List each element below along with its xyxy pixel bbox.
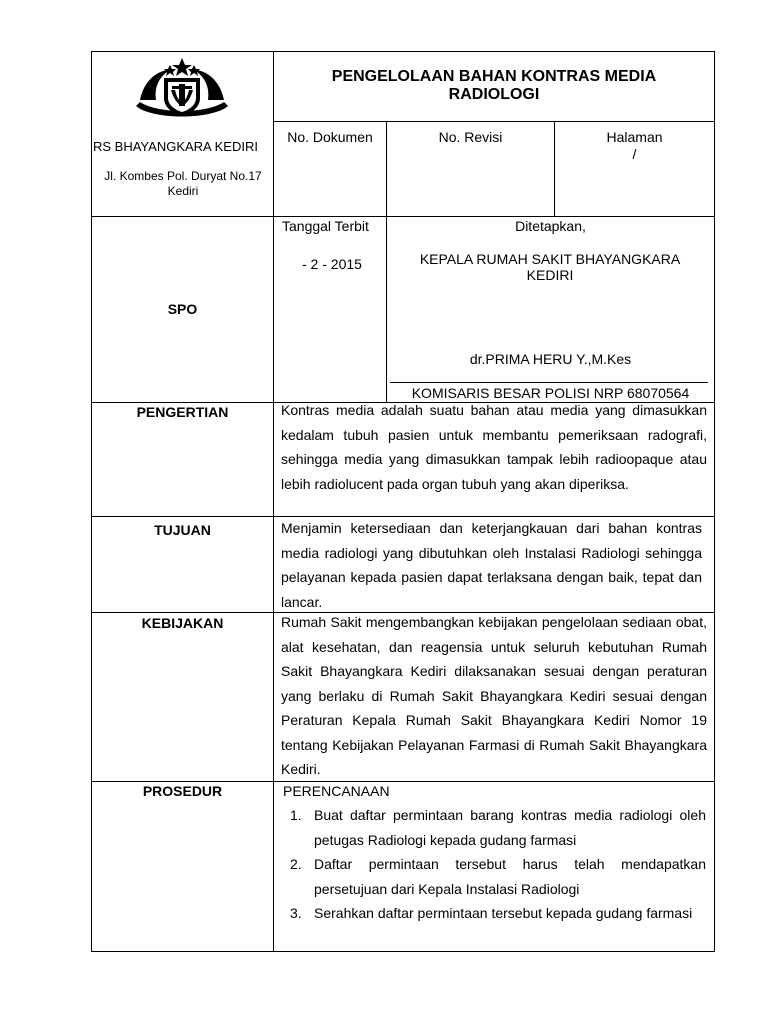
signature-line: [390, 382, 708, 383]
tujuan-text: Menjamin ketersediaan dan keterjangkauan dari bahan kontras media radiologi yang dibutuhkan oleh Instalasi Radiologi sehingga pelayanan kepada pasien dapat terlaksana dengan baik, tepat dan lancar.: [281, 520, 702, 610]
page-label: Halaman: [606, 129, 663, 145]
issue-date-value: - 2 - 2015: [302, 256, 362, 272]
prosedur-subheading: PERENCANAAN: [283, 783, 390, 799]
spo-date-divider: [386, 216, 387, 403]
approver-title: KEPALA RUMAH SAKIT BHAYANGKARA KEDIRI: [419, 251, 681, 283]
procedure-step: [274, 901, 706, 926]
step-number: 1.: [290, 807, 302, 823]
spo-label: SPO: [167, 301, 198, 317]
step-number: 3.: [290, 905, 302, 921]
step-text: Daftar permintaan tersebut harus telah mendapatkan persetujuan dari Kepala Instalasi Radiologi: [314, 856, 706, 897]
issue-date-label: Tanggal Terbit: [282, 218, 369, 234]
title-divider: [273, 121, 715, 122]
prosedur-label: PROSEDUR: [142, 783, 223, 799]
table-border-left: [91, 51, 92, 952]
approver-name: dr.PRIMA HERU Y.,M.Kes: [469, 351, 632, 367]
doc-number-label: No. Dokumen: [287, 129, 373, 145]
kebijakan-text: Rumah Sakit mengembangkan kebijakan pengelolaan sediaan obat, alat kesehatan, dan reagensia untuk seluruh kebutuhan Rumah Sakit Bhayangkara Kediri dilaksanakan sesuai dengan peraturan yang berlaku di Rumah Sakit Bhayangkara Kediri sesuai dengan Peraturan Kepala Rumah Sakit Bhayangkara Kediri Nomor 19 tentang Kebijakan Pelayanan Farmasi di Rumah Sakit Bhayangkara Kediri.: [281, 614, 707, 777]
document-title: PENGELOLAAN BAHAN KONTRAS MEDIA RADIOLOGI: [331, 68, 657, 103]
procedure-step: [274, 803, 706, 852]
table-border-bottom: [91, 951, 715, 952]
procedure-steps: [274, 803, 706, 926]
step-text: Buat daftar permintaan barang kontras media radiologi oleh petugas Radiologi kepada gudang farmasi: [314, 807, 706, 848]
approved-label: Ditetapkan,: [515, 218, 586, 234]
step-number: 2.: [290, 856, 302, 872]
table-border-top: [91, 51, 715, 52]
tujuan-label: TUJUAN: [154, 522, 211, 538]
header-row-divider: [91, 216, 715, 217]
hospital-name: RS BHAYANGKARA KEDIRI: [93, 139, 258, 154]
kebijakan-label: KEBIJAKAN: [141, 615, 224, 631]
pengertian-text: Kontras media adalah suatu bahan atau media yang dimasukkan kedalam tubuh pasien untuk membantu pemeriksaan radografi, sehingga media yang dimasukkan tampak lebih radioopaque atau lebih radiolucent pada organ tubuh yang akan diperiksa.: [281, 402, 707, 492]
table-border-right: [714, 51, 715, 952]
revision-number-label: No. Revisi: [438, 129, 503, 145]
procedure-step: [274, 852, 706, 901]
hospital-address: Jl. Kombes Pol. Duryat No.17 Kediri: [104, 169, 262, 198]
pengertian-label: PENGERTIAN: [136, 404, 229, 420]
approver-rank: KOMISARIS BESAR POLISI NRP 68070564: [411, 385, 690, 401]
page-value: /: [632, 146, 637, 162]
step-text: Serahkan daftar permintaan tersebut kepada gudang farmasi: [314, 905, 693, 921]
police-emblem-icon: [134, 56, 230, 122]
